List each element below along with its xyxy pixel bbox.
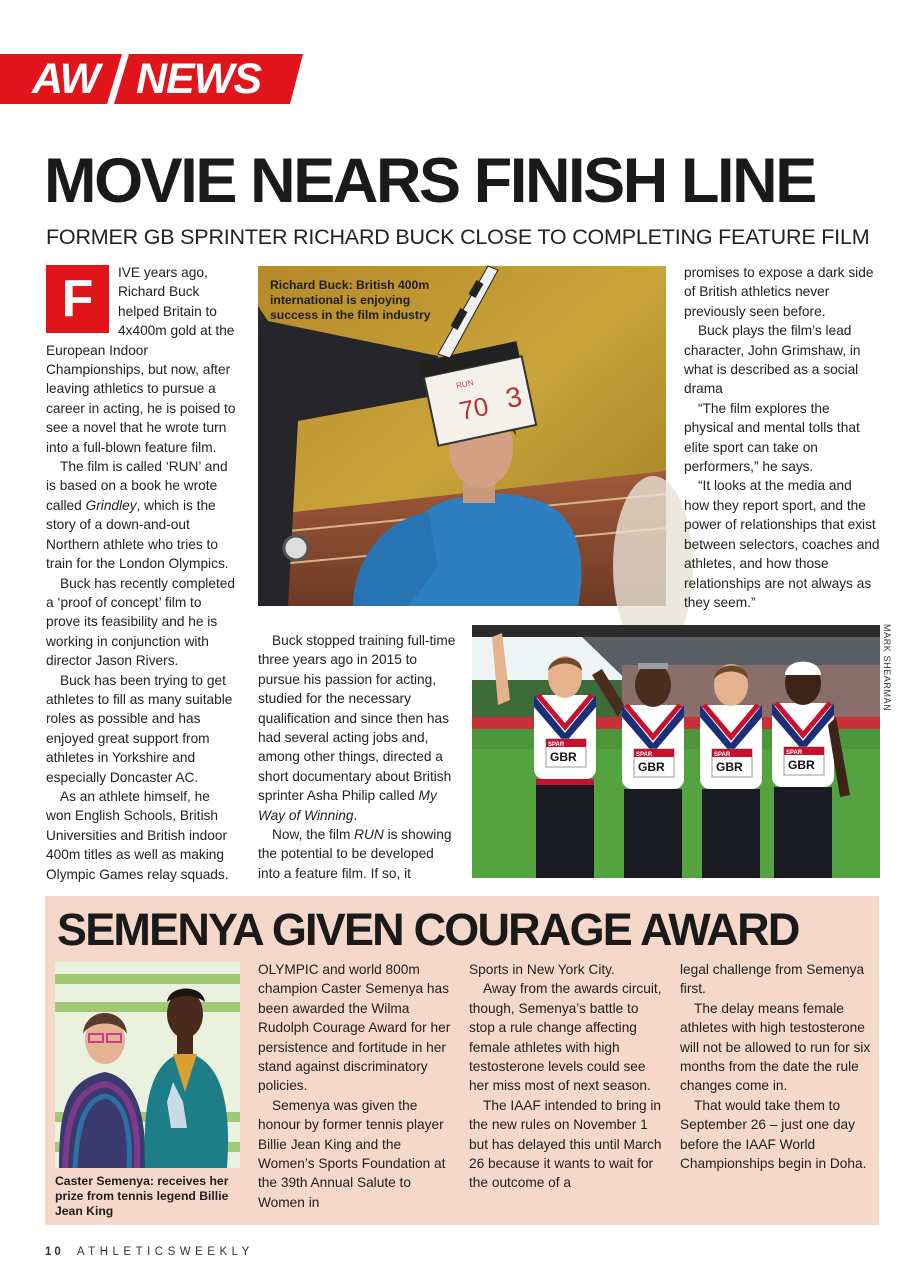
article-headline: MOVIE NEARS FINISH LINE <box>44 146 815 216</box>
bib-sponsor: SPAR <box>786 750 803 756</box>
photo-caption: Richard Buck: British 400m international is enjoying success in the film industry <box>270 278 431 322</box>
paragraph: legal challenge from Semenya first. <box>680 962 865 997</box>
clapper-title: RUN <box>455 378 475 391</box>
photo-richard-buck <box>258 266 666 606</box>
page-footer <box>45 1246 254 1258</box>
paragraph: The IAAF intended to bring in the new rules on November 1 but has delayed this until March 26 because it wants to wait for the outcome of a <box>469 1097 662 1191</box>
book-title: Grindley <box>85 497 137 513</box>
photo-relay-team <box>472 625 880 878</box>
masthead <box>0 54 303 104</box>
bib-country: GBR <box>550 750 577 764</box>
paragraph: promises to expose a dark side of British athletics never previously seen before. <box>684 265 874 319</box>
paragraph: Buck has recently completed a ‘proof of concept’ film to prove its feasibility and he is working in conjunction with director Jason Rivers. <box>46 575 235 669</box>
article-column-2 <box>258 631 456 883</box>
bib-sponsor: SPAR <box>636 752 653 758</box>
semenya-panel <box>45 896 879 1225</box>
paragraph: Sports in New York City. <box>469 962 615 977</box>
article-column-1 <box>46 263 236 884</box>
paragraph: Away from the awards circuit, though, Semenya’s battle to stop a rule change affecting female athletes with high testosterone levels could see her miss most of next season. <box>469 981 662 1094</box>
film-title: RUN <box>354 827 384 843</box>
paragraph: As an athlete himself, he won English Schools, British Universities and British indoor 400m titles as well as making Olympic Games relay squads. <box>46 788 229 882</box>
drop-cap: F <box>46 265 109 333</box>
article-column-3 <box>684 263 880 612</box>
masthead-brand: AW <box>32 55 100 103</box>
paragraph: Buck stopped training full-time three years ago in 2015 to pursue his passion for acting, studied for the necessary qualification and since then has had several acting jobs and, among other things, directed a short documentary about British sprinter Asha Philip called My Way of Winning. <box>258 633 456 823</box>
photo-semenya <box>55 962 240 1218</box>
paragraph: Now, the film RUN is showing the potential to be developed into a feature film. If so, it <box>258 827 452 881</box>
semenya-column-3 <box>680 960 872 1173</box>
article-subhead: FORMER GB SPRINTER RICHARD BUCK CLOSE TO COMPLETING FEATURE FILM <box>46 225 870 249</box>
paragraph: The delay means female athletes with high testosterone will not be allowed to run for six months from the date the rule changes come in. <box>680 1000 871 1094</box>
film-title: My Way of Winning <box>258 788 437 823</box>
publication-name: ATHLETICSWEEKLY <box>76 1246 254 1258</box>
bib-country: GBR <box>716 760 743 774</box>
paragraph: The film is called ‘RUN’ and is based on a book he wrote called Grindley, which is the story of a down-and-out Northern athlete who tries to train for the London Olympics. <box>46 459 229 572</box>
bib-country: GBR <box>638 760 665 774</box>
paragraph: OLYMPIC and world 800m champion Caster Semenya has been awarded the Wilma Rudolph Courage Award for her persistence and fortitude in her stand against discriminatory policies. <box>258 962 451 1094</box>
paragraph: Buck plays the film’s lead character, John Grimshaw, in what is described as a social drama <box>684 323 861 397</box>
semenya-headline: SEMENYA GIVEN COURAGE AWARD <box>57 904 799 955</box>
semenya-column-2 <box>469 960 665 1193</box>
masthead-section: NEWS <box>136 55 261 103</box>
photo-caption: Caster Semenya: receives her prize from tennis legend Billie Jean King <box>55 1168 240 1219</box>
semenya-column-1 <box>258 960 453 1212</box>
clapper-scene: 70 <box>456 390 492 427</box>
paragraph: IVE years ago, Richard Buck helped Britain to 4x400m gold at the European Indoor Championships, but now, after leaving athletics to pursue a career in acting, he is poised to see a novel that he wrote turn into a full-blown feature film. <box>46 265 236 455</box>
paragraph: That would take them to September 26 – just one day before the IAAF World Championships begin in Doha. <box>680 1097 867 1172</box>
paragraph: “It looks at the media and how they report sport, and the power of relationships that exist between selectors, coaches and athletes, and how those relationships are not always as they seem.” <box>684 478 880 610</box>
bib-country: GBR <box>788 758 815 772</box>
page-number: 10 <box>45 1246 64 1258</box>
bib-sponsor: SPAR <box>548 742 565 748</box>
paragraph: “The film explores the physical and mental tolls that elite sport can take on performers,” he says. <box>684 400 860 475</box>
paragraph: Semenya was given the honour by former tennis player Billie Jean King and the Women’s Sports Foundation at the 39th Annual Salute to Women in <box>258 1097 446 1210</box>
bib-sponsor: SPAR <box>714 752 731 758</box>
photo-credit: MARK SHEARMAN <box>882 624 892 712</box>
paragraph: Buck has been trying to get athletes to fill as many suitable roles as possible and has enjoyed great support from athletes in Yorkshire and especially Doncaster AC. <box>46 672 233 785</box>
clapper-take: 3 <box>502 380 525 415</box>
